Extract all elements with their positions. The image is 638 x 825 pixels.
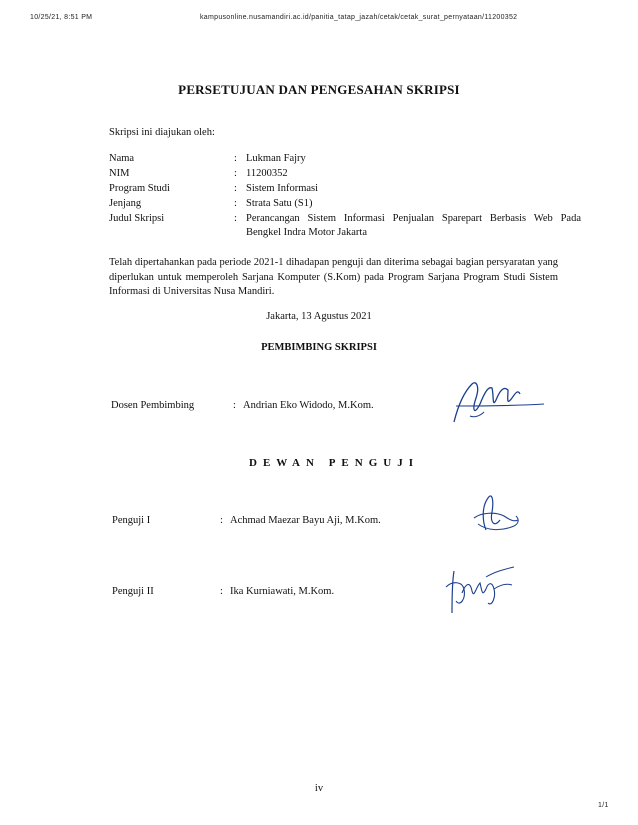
field-label: Program Studi [109,183,170,194]
print-url: kampusonline.nusamandiri.ac.id/panitia_tatap_jazah/cetak/cetak_surat_pernyataan/11200352 [200,14,518,21]
field-value: 11200352 [246,168,288,179]
field-separator: : [220,515,223,526]
field-value: Perancangan Sistem Informasi Penjualan Sparepart Berbasis Web Pada Bengkel Indra Motor Jakarta [246,213,581,238]
place-date: Jakarta, 13 Agustus 2021 [266,311,372,322]
field-separator: : [234,198,237,209]
page-number: iv [314,783,324,794]
field-value: Lukman Fajry [246,153,306,164]
supervisor-heading: PEMBIMBING SKRIPSI [261,342,377,353]
examiner-1-signature [470,490,526,536]
intro-text: Skripsi ini diajukan oleh: [109,127,215,138]
field-separator: : [234,168,237,179]
field-label: Jenjang [109,198,142,209]
approval-paragraph: Telah dipertahankan pada periode 2021-1 dihadapan penguji dan diterima sebagai bagian persyaratan yang diperlukan untuk memperoleh Sarjana Komputer (S.Kom) pada Program Sarjana Program Studi Sistem Informasi di Universitas Nusa Mandiri. [109,257,558,297]
examiner-name: Achmad Maezar Bayu Aji, M.Kom. [230,515,381,526]
field-separator: : [234,153,237,164]
examiner-label: Penguji I [112,515,151,526]
field-label: Judul Skripsi [109,213,165,224]
examiner-label: Penguji II [112,586,154,597]
field-separator: : [234,213,237,224]
field-value: Strata Satu (S1) [246,198,313,209]
examiner-2-signature [442,563,518,617]
field-separator: : [233,400,236,411]
field-separator: : [220,586,223,597]
print-page-count: 1/1 [598,802,609,809]
supervisor-label: Dosen Pembimbing [111,400,195,411]
examiner-name: Ika Kurniawati, M.Kom. [230,586,335,597]
print-datetime: 10/25/21, 8:51 PM [30,14,93,21]
field-label: Nama [109,153,135,164]
examiners-heading: DEWAN PENGUJI [249,457,419,469]
document-title: PERSETUJUAN DAN PENGESAHAN SKRIPSI [178,82,460,97]
field-value: Sistem Informasi [246,183,319,194]
supervisor-signature [450,376,546,426]
field-separator: : [234,183,237,194]
field-label: NIM [109,168,130,179]
supervisor-name: Andrian Eko Widodo, M.Kom. [243,400,374,411]
